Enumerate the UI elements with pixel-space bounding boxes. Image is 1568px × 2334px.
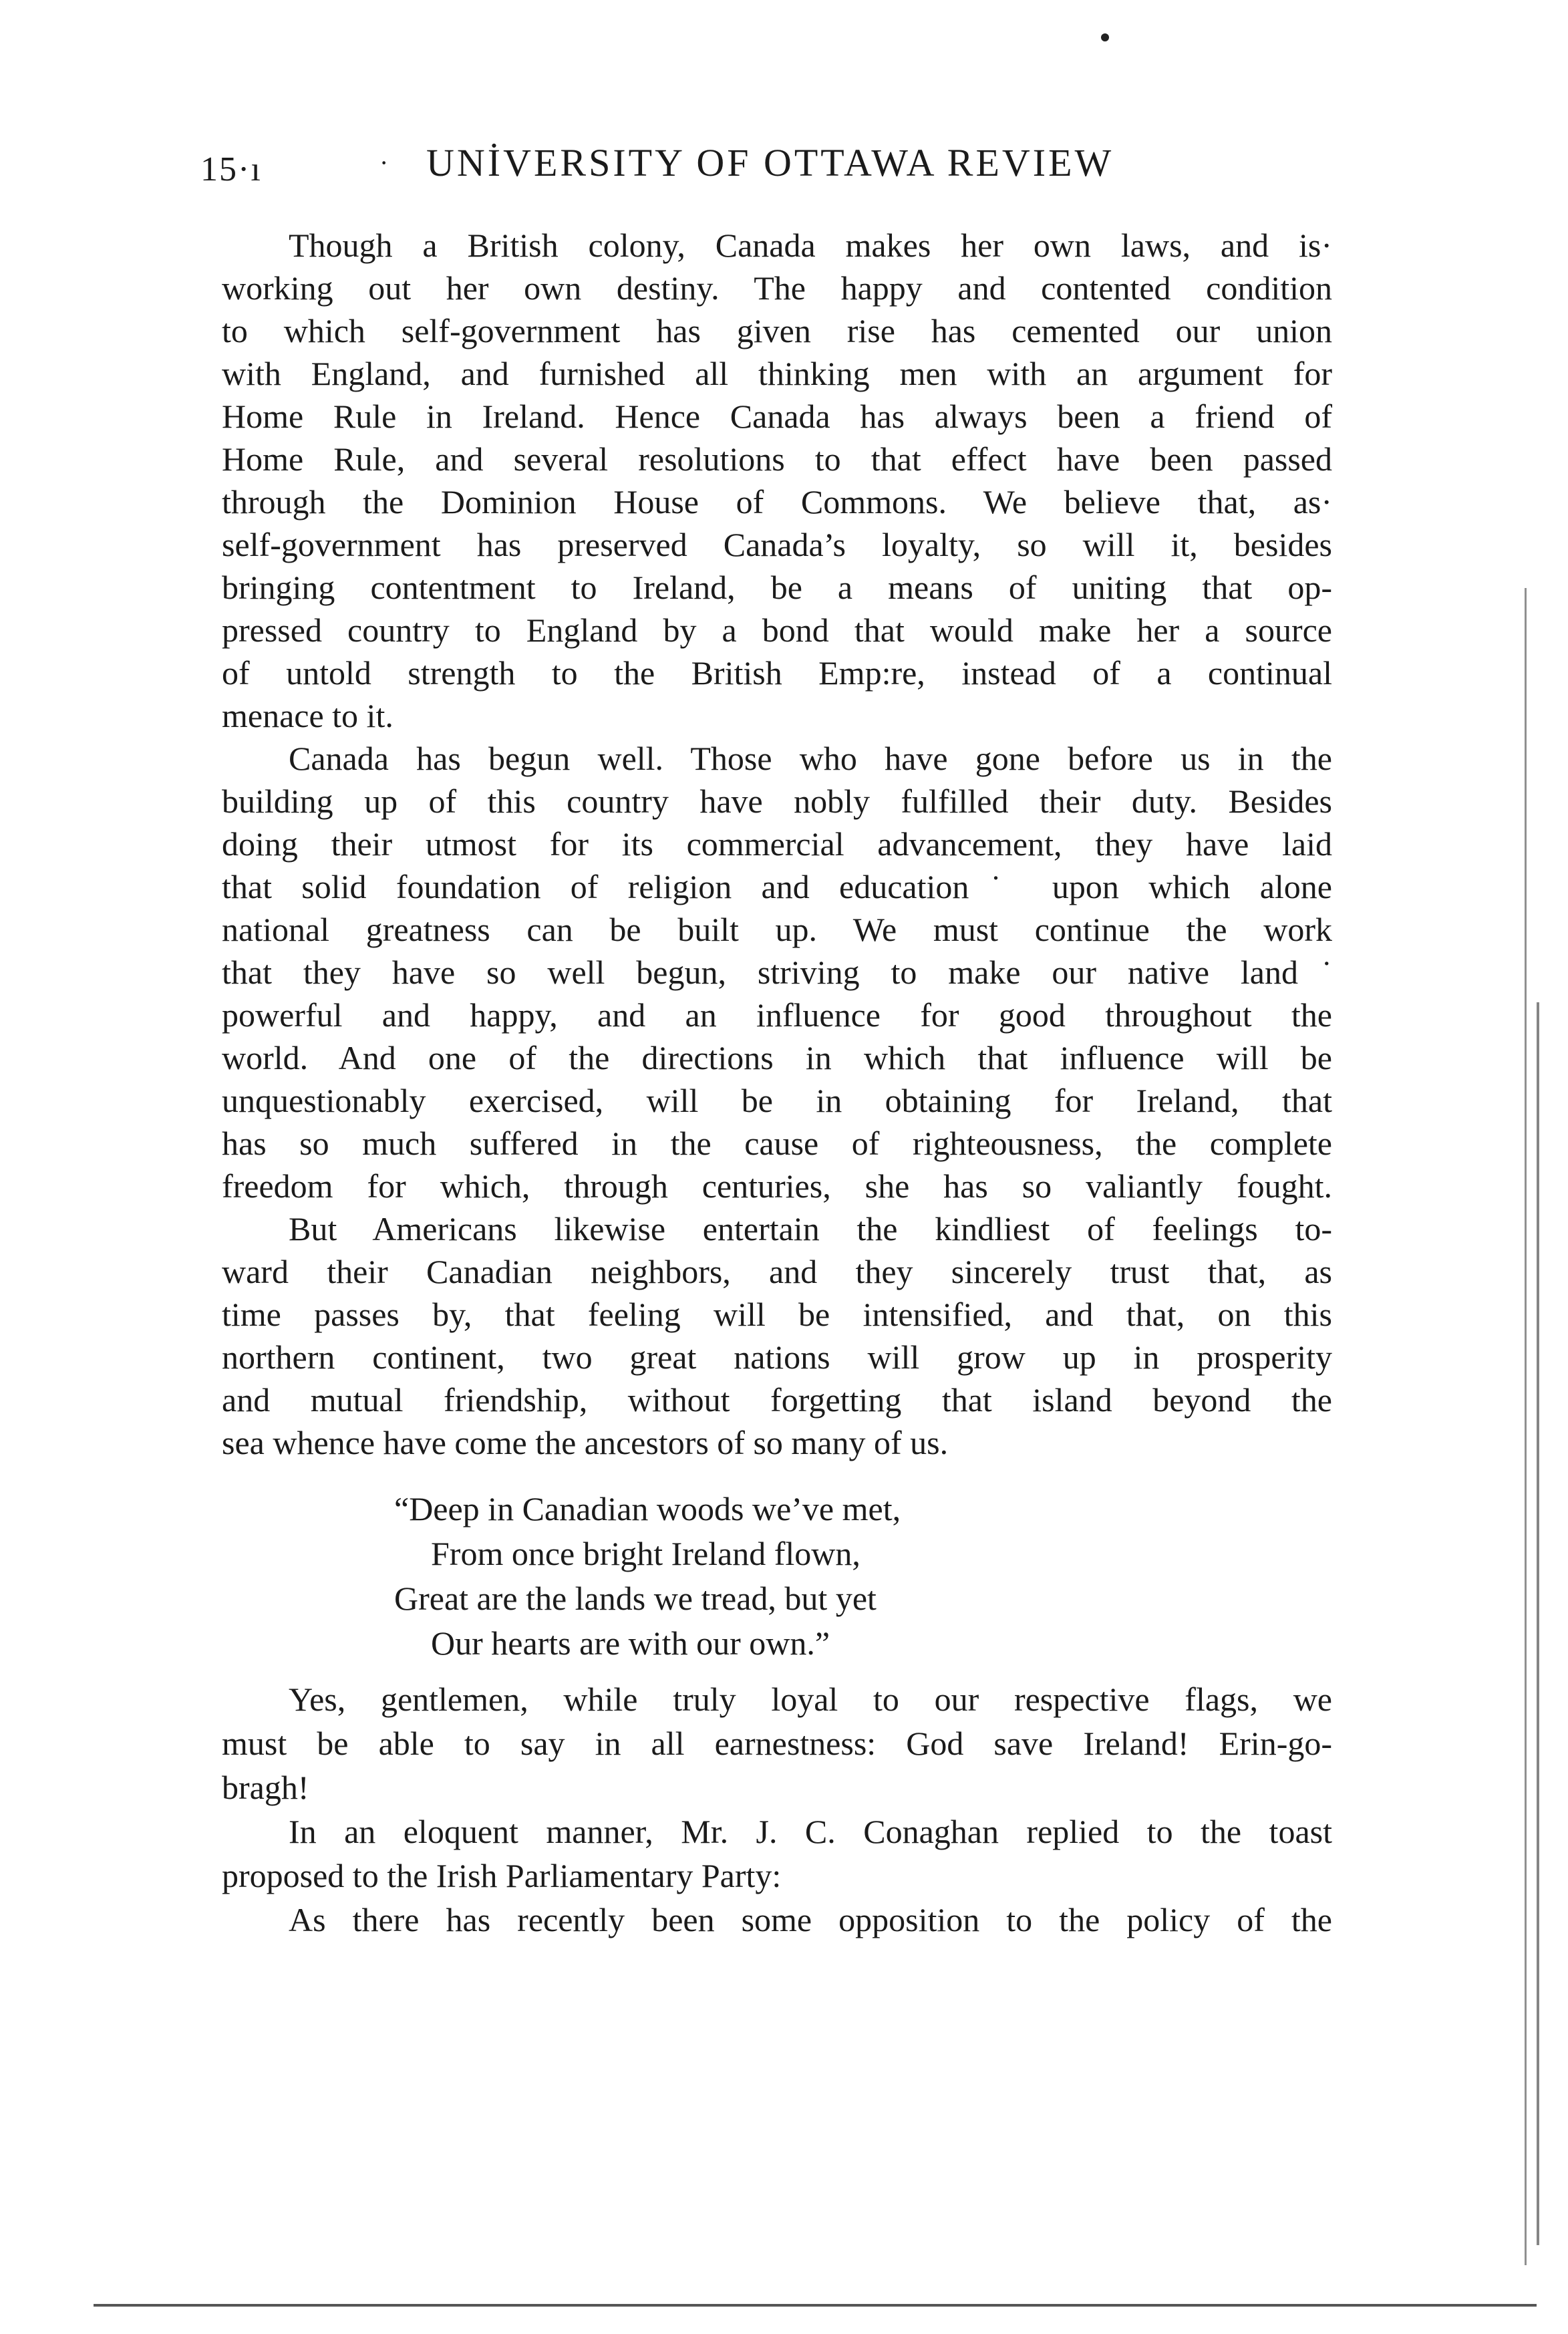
header-separator: · xyxy=(379,148,389,178)
text-line: bringing contentment to Ireland, be a means of uniting that op- xyxy=(222,569,1332,606)
verse-line: Our hearts are with our own.” xyxy=(431,1624,830,1662)
text-line: must be able to say in all earnestness: God save Ireland! Erin-go- xyxy=(222,1725,1332,1762)
text-line: doing their utmost for its commercial advancement, they have laid xyxy=(222,825,1332,863)
text-line: northern continent, two great nations will grow up in prosperity xyxy=(222,1338,1332,1376)
text-line: pressed country to England by a bond that would make her a source xyxy=(222,611,1332,649)
verse-quotation xyxy=(394,1487,1062,1666)
text-line: As there has recently been some opposition to the policy of the xyxy=(289,1901,1332,1938)
text-line: self-government has preserved Canada’s loyalty, so will it, besides xyxy=(222,526,1332,563)
page-number: 15·ı xyxy=(200,150,262,188)
text-line: menace to it. xyxy=(222,697,394,734)
text-line: through the Dominion House of Commons. We believe that, as· xyxy=(222,483,1332,521)
ink-speck xyxy=(1101,33,1109,41)
text-line: Yes, gentlemen, while truly loyal to our respective flags, we xyxy=(289,1681,1332,1718)
page-bottom-edge xyxy=(94,2304,1537,2307)
text-line: building up of this country have nobly fulfilled their duty. Besides xyxy=(222,782,1332,820)
text-line: has so much suffered in the cause of righteousness, the complete xyxy=(222,1125,1332,1162)
text-line: sea whence have come the ancestors of so many of us. xyxy=(222,1424,949,1461)
text-line: that they have so well begun, striving to make our native land˙ xyxy=(222,954,1332,991)
text-line: of untold strength to the British Emp:re, instead of a continual xyxy=(222,654,1332,692)
text-line: national greatness can be built up. We must continue the work xyxy=(222,911,1332,948)
text-line: powerful and happy, and an influence for good throughout the xyxy=(222,996,1332,1034)
text-line: world. And one of the directions in which that influence will be xyxy=(222,1039,1332,1076)
text-line: that solid foundation of religion and education˙ upon which alone xyxy=(222,868,1332,905)
text-line: to which self-government has given rise has cemented our union xyxy=(222,312,1332,349)
page-binding-shadow xyxy=(1537,1002,1543,2245)
text-line: Home Rule, and several resolutions to that effect have been passed xyxy=(222,440,1332,478)
text-line: proposed to the Irish Parliamentary Party: xyxy=(222,1857,782,1894)
text-line: ward their Canadian neighbors, and they sincerely trust that, as xyxy=(222,1253,1332,1290)
text-line: Home Rule in Ireland. Hence Canada has always been a friend of xyxy=(222,398,1332,435)
text-line: time passes by, that feeling will be intensified, and that, on this xyxy=(222,1296,1332,1333)
text-line: Though a British colony, Canada makes her own laws, and is· xyxy=(289,227,1332,264)
text-line: unquestionably exercised, will be in obtaining for Ireland, that xyxy=(222,1082,1332,1119)
text-line: Canada has begun well. Those who have gone before us in the xyxy=(289,740,1332,777)
text-line: freedom for which, through centuries, she has so valiantly fought. xyxy=(222,1167,1332,1205)
page-header xyxy=(200,140,1336,194)
verse-line: From once bright Ireland flown, xyxy=(431,1535,860,1572)
verse-line: Great are the lands we tread, but yet xyxy=(394,1580,877,1617)
text-line: bragh! xyxy=(222,1769,309,1806)
text-line: working out her own destiny. The happy and contented condition xyxy=(222,269,1332,307)
text-line: But Americans likewise entertain the kindliest of feelings to- xyxy=(289,1210,1332,1248)
verse-line: “Deep in Canadian woods we’ve met, xyxy=(394,1490,901,1527)
text-line: with England, and furnished all thinking men with an argument for xyxy=(222,355,1332,392)
running-head-title: UNİVERSITY OF OTTAWA REVIEW xyxy=(426,141,1114,184)
page-binding-edge xyxy=(1525,588,1533,2265)
text-line: and mutual friendship, without forgetting that island beyond the xyxy=(222,1381,1332,1419)
body-text xyxy=(222,224,1332,1464)
text-line: In an eloquent manner, Mr. J. C. Conaghan replied to the toast xyxy=(289,1813,1332,1850)
body-text-continued xyxy=(222,1677,1332,1942)
